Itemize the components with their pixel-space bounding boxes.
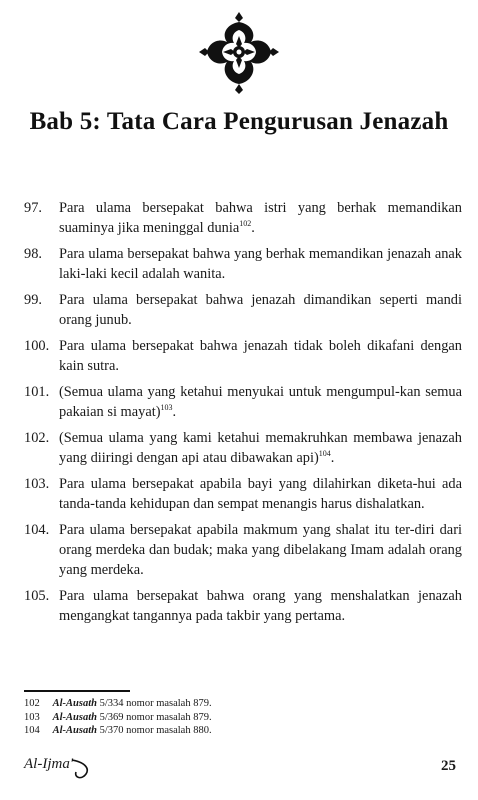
- chapter-title: Bab 5: Tata Cara Pengurusan Jenazah: [29, 108, 449, 135]
- item-number: 101.: [24, 384, 50, 400]
- list-item: [24, 428, 462, 468]
- footnote-source: Al-Ausath: [52, 711, 97, 723]
- item-text: (Semua ulama yang kami ketahui memakruhkan membawa jenazah yang diiringi dengan api atau dibawakan api)$^{104}$.: [59, 430, 462, 466]
- footnote: [24, 711, 454, 725]
- item-text: Para ulama bersepakat bahwa jenazah tidak boleh dikafani dengan kain sutra.: [59, 338, 462, 374]
- footnote-source: Al-Ausath: [52, 698, 97, 709]
- book-logo: Al-Ijma': [24, 756, 74, 772]
- footnote-ref[interactable]: 103: [160, 403, 173, 413]
- footnote-detail: 5/334 nomor masalah 879.: [99, 698, 212, 709]
- footnote-number: 104: [24, 725, 40, 736]
- footnote-ref[interactable]: 104: [318, 449, 331, 459]
- item-number: 97.: [24, 200, 42, 216]
- item-number: 99.: [24, 292, 42, 308]
- footnote-divider: [24, 690, 130, 692]
- item-text: Para ulama bersepakat bahwa yang berhak memandikan jenazah anak laki-laki kecil adalah wanita.: [59, 246, 462, 282]
- swash-icon: [70, 758, 94, 784]
- footnote: [24, 697, 454, 711]
- footnote-detail: 5/369 nomor masalah 879.: [99, 711, 212, 723]
- item-text: Para ulama bersepakat apabila bayi yang dilahirkan diketa-hui ada tanda-tanda kehidupan dan sempat menangis harus dishalatkan.: [59, 476, 462, 512]
- list-item: [24, 198, 462, 238]
- item-number: 102.: [24, 430, 50, 446]
- list-item: [24, 336, 462, 376]
- item-number: 100.: [24, 338, 50, 354]
- list-item: [24, 520, 462, 580]
- list-item: [24, 586, 462, 626]
- footnotes: [24, 697, 454, 738]
- item-number: 105.: [24, 588, 50, 604]
- list-item: [24, 290, 462, 330]
- page-number: 25: [441, 758, 456, 774]
- footnote-ref[interactable]: 102: [239, 219, 252, 229]
- list-item: [24, 244, 462, 284]
- footnote-detail: 5/370 nomor masalah 880.: [99, 725, 212, 736]
- item-number: 103.: [24, 476, 50, 492]
- item-text: Para ulama bersepakat bahwa orang yang menshalatkan jenazah mengangkat tangannya pada takbir yang pertama.: [59, 588, 462, 624]
- running-footer: [24, 752, 458, 788]
- list-item: [24, 474, 462, 514]
- list-item: [24, 382, 462, 422]
- item-number: 98.: [24, 246, 42, 262]
- item-text: Para ulama bersepakat bahwa jenazah dimandikan seperti mandi orang junub.: [59, 292, 462, 328]
- item-text: Para ulama bersepakat bahwa istri yang berhak memandikan suaminya jika meninggal dunia$^{102}$.: [59, 200, 462, 236]
- footnote-source: Al-Ausath: [52, 725, 97, 736]
- item-text: (Semua ulama yang ketahui menyukai untuk mengumpul-kan semua pakaian si mayat)$^{103}$.: [59, 384, 462, 420]
- footnote-number: 103: [24, 711, 40, 723]
- arabesque-ornament-icon: [199, 12, 279, 94]
- footnote: [24, 724, 454, 738]
- footnote-number: 102: [24, 698, 40, 709]
- item-text: Para ulama bersepakat apabila makmum yang shalat itu ter-diri dari orang merdeka dan budak; maka yang dibelakang Imam adalah orang yang merdeka.: [59, 522, 462, 578]
- item-number: 104.: [24, 522, 50, 538]
- consensus-list: [24, 198, 462, 632]
